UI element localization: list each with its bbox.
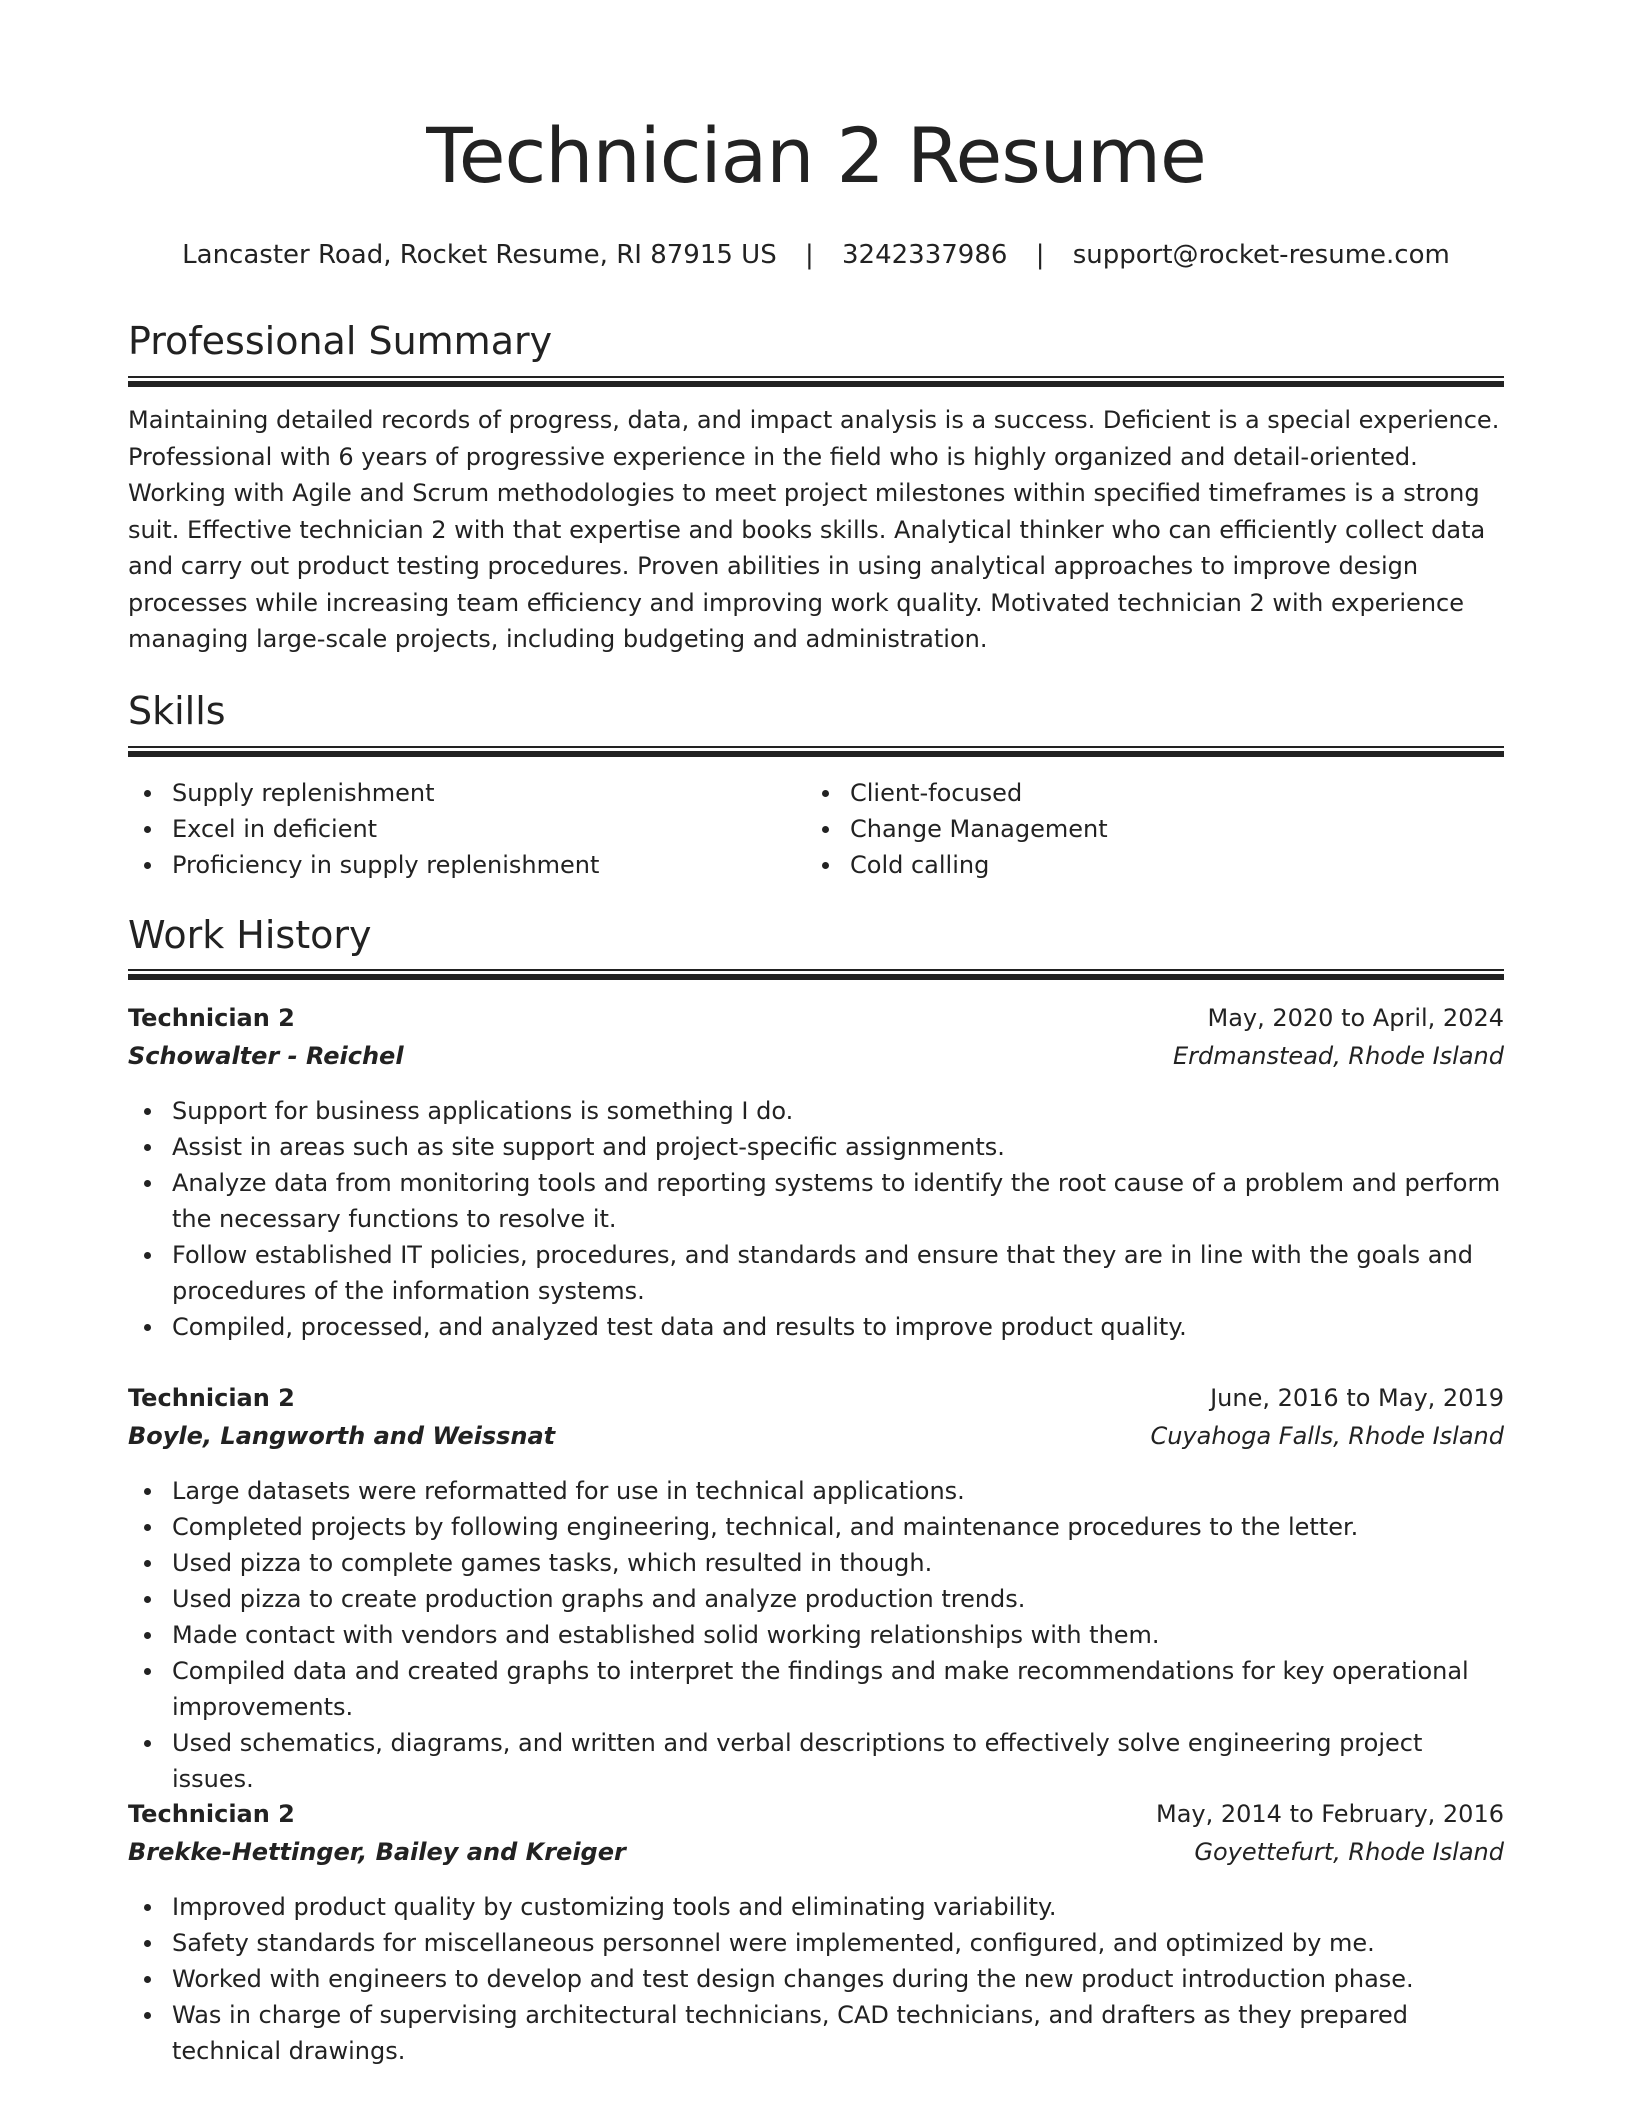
contact-separator: | — [1035, 240, 1045, 270]
job-bullets — [128, 1473, 1504, 1797]
list-item: Worked with engineers to develop and test design changes during the new product introduction phase. — [128, 1961, 1504, 1997]
list-item: Made contact with vendors and established solid working relationships with them. — [128, 1617, 1504, 1653]
list-item: Safety standards for miscellaneous personnel were implemented, configured, and optimized by me. — [128, 1925, 1504, 1961]
skill-item: Excel in deficient — [128, 811, 599, 847]
section-divider — [128, 969, 1504, 979]
list-item: Analyze data from monitoring tools and reporting systems to identify the root cause of a problem and perform the necessary functions to resolve it. — [128, 1165, 1504, 1237]
list-item: Follow established IT policies, procedures, and standards and ensure that they are in line with the goals and procedures of the information systems. — [128, 1237, 1504, 1309]
job-dates: May, 2020 to April, 2024 — [1207, 1004, 1504, 1032]
job-entry — [128, 1000, 1504, 1341]
job-company: Brekke-Hettinger, Bailey and Kreiger — [128, 1838, 626, 1866]
job-dates: June, 2016 to May, 2019 — [1210, 1384, 1504, 1412]
list-item: Completed projects by following engineering, technical, and maintenance procedures to the letter. — [128, 1509, 1504, 1545]
job-bullets — [128, 1093, 1504, 1345]
job-location: Cuyahoga Falls, Rhode Island — [1150, 1422, 1504, 1450]
skill-item: Proficiency in supply replenishment — [128, 847, 599, 883]
contact-separator: | — [804, 240, 814, 270]
list-item: Used pizza to complete games tasks, which resulted in though. — [128, 1545, 1504, 1581]
list-item: Used schematics, diagrams, and written and verbal descriptions to effectively solve engineering project issues. — [128, 1725, 1504, 1797]
job-entry — [128, 1380, 1504, 1793]
contact-line — [128, 240, 1504, 271]
section-divider — [128, 376, 1504, 386]
list-item: Support for business applications is something I do. — [128, 1093, 1504, 1129]
skill-item: Cold calling — [806, 847, 1108, 883]
work-history-heading: Work History — [128, 913, 372, 957]
skills-heading: Skills — [128, 689, 226, 733]
list-item: Was in charge of supervising architectural technicians, CAD technicians, and drafters as they prepared technical drawings. — [128, 1997, 1504, 2069]
contact-email: support@rocket-resume.com — [1072, 240, 1450, 270]
skills-column-left — [128, 775, 599, 883]
summary-text: Maintaining detailed records of progress, data, and impact analysis is a success. Deficient is a special experience. Professional with 6 years of progressive experience in the field who is highly organized and detail-oriented. Working with Agile and Scrum methodologies to meet project milestones within specified timeframes is a strong suit. Effective technician 2 with that expertise and books skills. Analytical thinker who can efficiently collect data and carry out product testing procedures. Proven abilities in using analytical approaches to improve design processes while increasing team efficiency and improving work quality. Motivated technician 2 with experience managing large-scale projects, including budgeting and administration. — [128, 406, 1500, 653]
list-item: Large datasets were reformatted for use in technical applications. — [128, 1473, 1504, 1509]
job-title: Technician 2 — [128, 1384, 295, 1412]
summary-heading: Professional Summary — [128, 319, 553, 363]
contact-address: Lancaster Road, Rocket Resume, RI 87915 US — [182, 240, 777, 270]
skill-item: Client-focused — [806, 775, 1108, 811]
job-location: Goyettefurt, Rhode Island — [1194, 1838, 1504, 1866]
section-divider — [128, 746, 1504, 756]
job-dates: May, 2014 to February, 2016 — [1156, 1800, 1504, 1828]
job-company: Schowalter - Reichel — [128, 1042, 404, 1070]
job-bullets — [128, 1889, 1504, 2069]
job-location: Erdmanstead, Rhode Island — [1172, 1042, 1504, 1070]
list-item: Compiled data and created graphs to interpret the findings and make recommendations for key operational improvements. — [128, 1653, 1504, 1725]
skills-column-right — [806, 775, 1108, 883]
job-title: Technician 2 — [128, 1004, 295, 1032]
resume-title: Technician 2 Resume — [426, 111, 1206, 200]
job-title: Technician 2 — [128, 1800, 295, 1828]
list-item: Improved product quality by customizing tools and eliminating variability. — [128, 1889, 1504, 1925]
list-item: Compiled, processed, and analyzed test data and results to improve product quality. — [128, 1309, 1504, 1345]
contact-phone: 3242337986 — [842, 240, 1008, 270]
job-entry — [128, 1796, 1504, 2065]
skill-item: Supply replenishment — [128, 775, 599, 811]
skill-item: Change Management — [806, 811, 1108, 847]
job-company: Boyle, Langworth and Weissnat — [128, 1422, 556, 1450]
list-item: Used pizza to create production graphs and analyze production trends. — [128, 1581, 1504, 1617]
list-item: Assist in areas such as site support and project-specific assignments. — [128, 1129, 1504, 1165]
